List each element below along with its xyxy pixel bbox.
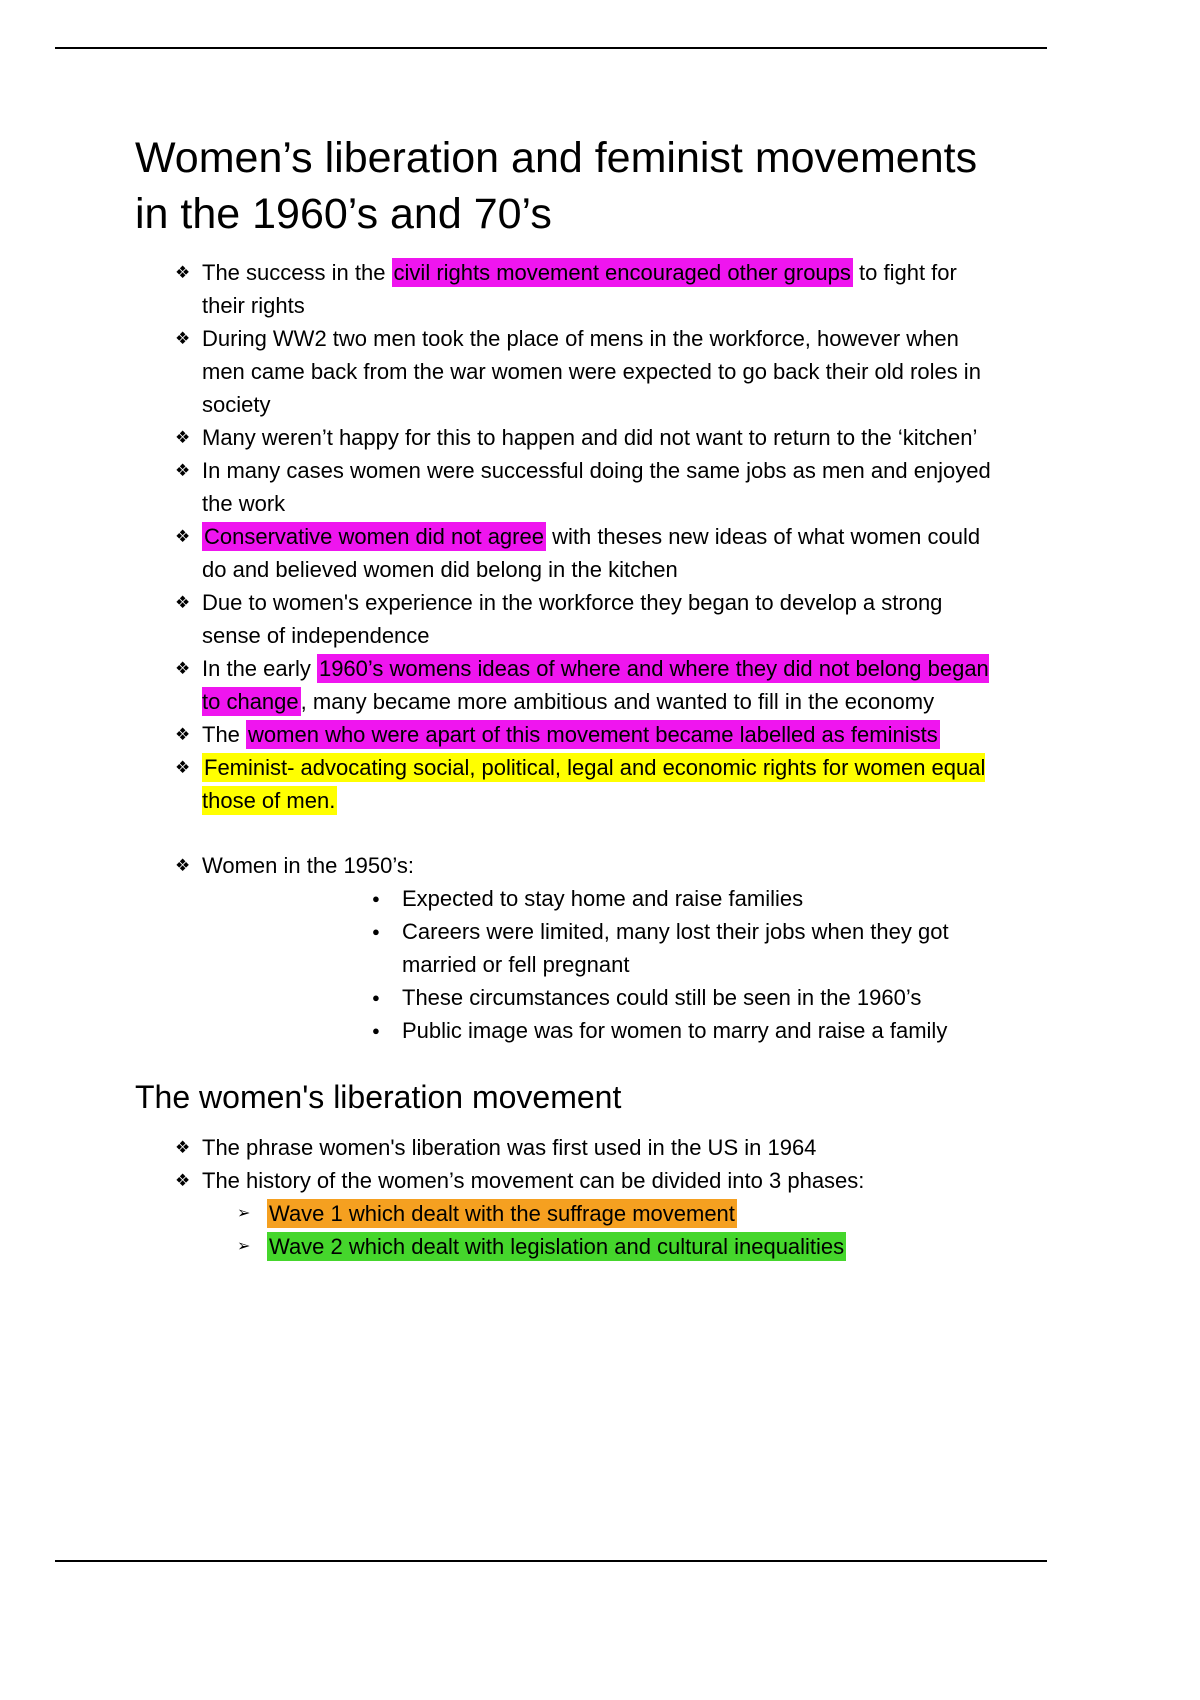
bottom-horizontal-rule xyxy=(55,1560,1047,1562)
diamond-bullet-icon: ❖ xyxy=(175,1138,191,1157)
document-blocks xyxy=(135,130,1003,1263)
list-item-text xyxy=(202,322,1003,421)
text-segment: to fight for their rights xyxy=(202,260,957,318)
list-item xyxy=(135,1131,1003,1164)
highlighted-text: civil rights movement encouraged other groups xyxy=(393,260,851,285)
diamond-bullet-icon: ❖ xyxy=(175,461,191,480)
list-item-text xyxy=(202,718,1003,751)
text-segment: , many became more ambitious and wanted to fill in the economy xyxy=(300,689,935,714)
list-item-text xyxy=(402,915,1003,981)
list-item xyxy=(135,256,1003,322)
list-item xyxy=(135,751,1003,817)
list-item xyxy=(135,322,1003,421)
list-item xyxy=(135,718,1003,751)
list-item-text xyxy=(402,981,1003,1014)
text-segment: with theses new ideas of what women could do and believed women did belong in the kitchen xyxy=(202,524,981,582)
dot-bullet-icon: ● xyxy=(372,990,380,1005)
top-horizontal-rule xyxy=(55,47,1047,49)
highlighted-text: women who were apart of this movement became labelled as feminists xyxy=(248,722,938,747)
list-item-text xyxy=(202,652,1003,718)
arrow-bullet-icon: ➢ xyxy=(237,1238,251,1255)
dot-bullet-icon: ● xyxy=(372,924,380,939)
diamond-bullet-icon: ❖ xyxy=(175,329,191,348)
text-segment: Due to women's experience in the workforce they began to develop a strong sense of independence xyxy=(202,590,943,648)
list-item xyxy=(135,981,1003,1014)
diamond-bullet-icon: ❖ xyxy=(175,659,191,678)
highlighted-text: Wave 2 which dealt with legislation and cultural inequalities xyxy=(269,1234,845,1259)
text-segment: Women in the 1950’s: xyxy=(202,853,414,878)
list-item-text xyxy=(402,882,1003,915)
list-item-text xyxy=(202,849,1003,882)
diamond-bullet-icon: ❖ xyxy=(175,725,191,744)
list-item xyxy=(135,915,1003,981)
arrow-bullet-icon: ➢ xyxy=(237,1205,251,1222)
list-item-text xyxy=(202,421,1003,454)
highlighted-text: Feminist- advocating social, political, legal and economic rights for women equal those of men. xyxy=(202,755,986,813)
dot-bullet-icon: ● xyxy=(372,891,380,906)
text-segment: These circumstances could still be seen in the 1960’s xyxy=(402,985,922,1010)
text-segment: Careers were limited, many lost their jobs when they got married or fell pregnant xyxy=(402,919,949,977)
spacer xyxy=(135,817,1003,849)
list-item-text xyxy=(402,1014,1003,1047)
diamond-bullet-icon: ❖ xyxy=(175,263,191,282)
highlighted-text: Wave 1 which dealt with the suffrage movement xyxy=(269,1201,735,1226)
list-item-text xyxy=(202,586,1003,652)
diamond-bullet-icon: ❖ xyxy=(175,1171,191,1190)
highlighted-text: Conservative women did not agree xyxy=(204,524,544,549)
list-item xyxy=(135,586,1003,652)
diamond-bullet-icon: ❖ xyxy=(175,428,191,447)
text-segment: The history of the women’s movement can be divided into 3 phases: xyxy=(202,1168,865,1193)
list-item-text xyxy=(202,256,1003,322)
diamond-bullet-icon: ❖ xyxy=(175,856,191,875)
list-item xyxy=(135,1164,1003,1197)
text-segment: The xyxy=(202,722,247,747)
diamond-bullet-icon: ❖ xyxy=(175,758,191,777)
list-item xyxy=(135,1014,1003,1047)
list-item xyxy=(135,1197,1003,1230)
list-item-text xyxy=(267,1230,1003,1263)
list-item xyxy=(135,849,1003,882)
text-segment: Many weren’t happy for this to happen and did not want to return to the ‘kitchen’ xyxy=(202,425,978,450)
list-item xyxy=(135,1230,1003,1263)
text-segment: In the early xyxy=(202,656,317,681)
page-title: Women’s liberation and feminist movements in the 1960’s and 70’s xyxy=(135,134,978,238)
list-item xyxy=(135,520,1003,586)
section-heading: The women's liberation movement xyxy=(135,1079,622,1115)
text-segment: Public image was for women to marry and raise a family xyxy=(402,1018,948,1043)
text-segment: The success in the xyxy=(202,260,392,285)
list-item-text xyxy=(202,751,1003,817)
dot-bullet-icon: ● xyxy=(372,1023,380,1038)
list-item-text xyxy=(202,454,1003,520)
text-segment: The phrase women's liberation was first used in the US in 1964 xyxy=(202,1135,817,1160)
text-segment: Expected to stay home and raise families xyxy=(402,886,804,911)
list-item-text xyxy=(202,1164,1003,1197)
list-item xyxy=(135,421,1003,454)
list-item xyxy=(135,882,1003,915)
list-item-text xyxy=(202,1131,1003,1164)
list-item xyxy=(135,652,1003,718)
diamond-bullet-icon: ❖ xyxy=(175,527,191,546)
list-item-text xyxy=(202,520,1003,586)
text-segment: During WW2 two men took the place of mens in the workforce, however when men came back from the war women were expected to go back their old roles in society xyxy=(202,326,981,417)
diamond-bullet-icon: ❖ xyxy=(175,593,191,612)
highlighted-text: 1960’s womens ideas of where and where they did not belong began to change xyxy=(202,656,989,714)
list-item-text xyxy=(267,1197,1003,1230)
text-segment: In many cases women were successful doing the same jobs as men and enjoyed the work xyxy=(202,458,991,516)
list-item xyxy=(135,454,1003,520)
